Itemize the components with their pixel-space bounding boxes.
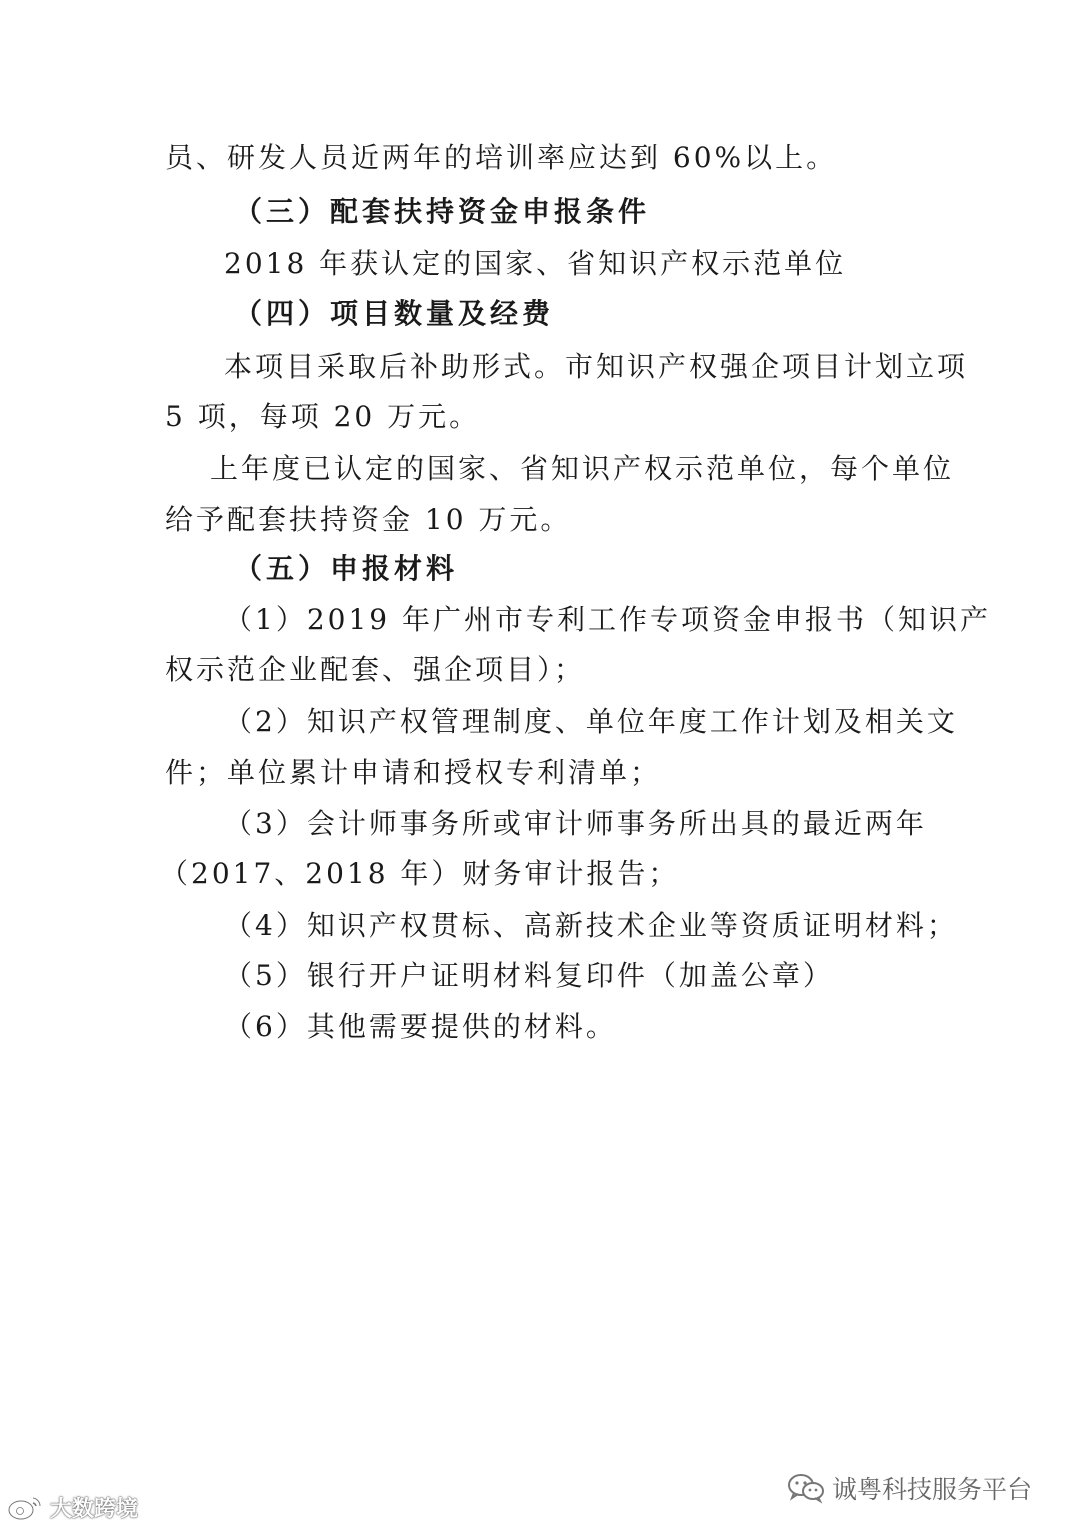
list-item-1a: （1）2019 年广州市专利工作专项资金申报书（知识产	[224, 603, 991, 636]
source-watermark	[6, 1490, 138, 1524]
list-item-2b: 件；单位累计申请和授权专利清单；	[165, 756, 662, 789]
source-watermark-text: 大数跨境	[50, 1496, 139, 1522]
section-heading-3: （三）配套扶持资金申报条件	[234, 195, 651, 228]
wechat-icon	[786, 1472, 826, 1504]
body-line-5: 上年度已认定的国家、省知识产权示范单位，每个单位	[210, 452, 955, 485]
section-heading-5: （五）申报材料	[234, 552, 459, 585]
body-line-4: 5 项，每项 20 万元。	[165, 400, 481, 433]
list-item-3a: （3）会计师事务所或审计师事务所出具的最近两年	[224, 807, 927, 840]
list-item-2a: （2）知识产权管理制度、单位年度工作计划及相关文	[224, 705, 958, 738]
account-watermark	[786, 1468, 1032, 1508]
list-item-4: （4）知识产权贯标、高新技术企业等资质证明材料；	[224, 909, 958, 942]
list-item-6: （6）其他需要提供的材料。	[224, 1010, 617, 1043]
body-line-2: 2018 年获认定的国家、省知识产权示范单位	[224, 247, 847, 280]
list-item-5: （5）银行开户证明材料复印件（加盖公章）	[224, 959, 834, 992]
body-line-3: 本项目采取后补助形式。市知识产权强企项目计划立项	[224, 350, 969, 383]
section-heading-4: （四）项目数量及经费	[234, 297, 555, 330]
body-line-6: 给予配套扶持资金 10 万元。	[165, 503, 572, 536]
list-item-1b: 权示范企业配套、强企项目）；	[165, 653, 586, 686]
account-watermark-text: 诚粤科技服务平台	[832, 1475, 1033, 1504]
list-item-3b: （2017、2018 年）财务审计报告；	[160, 857, 680, 890]
body-line-1: 员、研发人员近两年的培训率应达到 60%以上。	[165, 141, 838, 174]
weibo-icon	[6, 1493, 46, 1521]
